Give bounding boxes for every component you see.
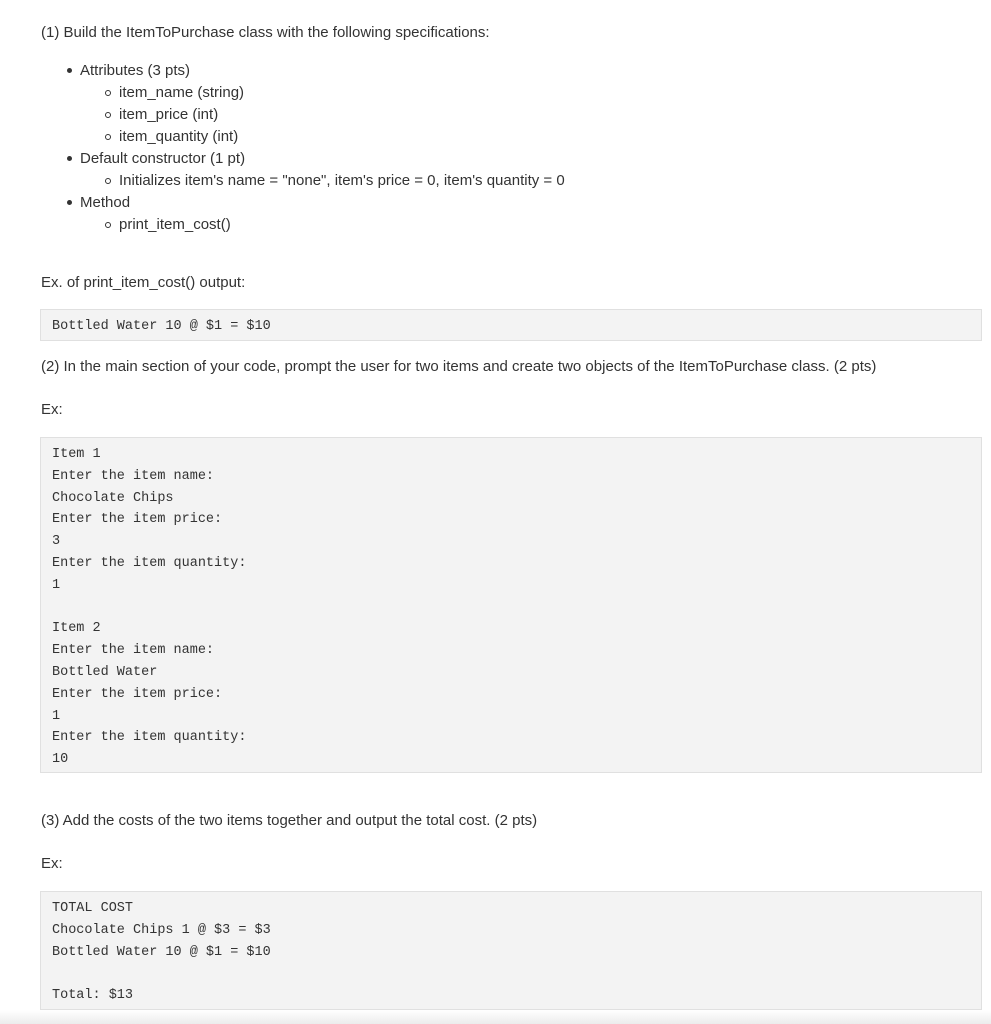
code-line: Bottled Water 10 @ $1 = $10 — [52, 944, 271, 960]
code-line: Total: $13 — [52, 988, 134, 1004]
code-line: TOTAL COST — [52, 901, 134, 916]
section3-example-label: Ex: — [41, 855, 63, 872]
code-line: Enter the item price: — [52, 512, 223, 528]
section2-heading: (2) In the main section of your code, prompt the user for two items and create two objects of the ItemToPurchase class. (2 pts) — [41, 358, 877, 375]
section2-example-label: Ex: — [41, 401, 63, 418]
code-line: Enter the item quantity: — [52, 555, 247, 571]
code-line: 1 — [52, 577, 61, 593]
code-line: 10 — [52, 752, 69, 768]
code-line: Chocolate Chips — [52, 490, 174, 506]
code-line: 1 — [52, 708, 61, 724]
code-line: Enter the item name: — [52, 643, 215, 659]
code-line-blank — [52, 597, 970, 619]
code-line: 3 — [52, 534, 61, 550]
spec-item-attributes: Attributes (3 pts) — [41, 60, 565, 82]
input-prompt-example — [40, 437, 982, 773]
spec-item-item-quantity: item_quantity (int) — [41, 126, 565, 148]
spec-item-default-constructor: Default constructor (1 pt) — [41, 148, 565, 170]
spec-item-constructor-init: Initializes item's name = "none", item's price = 0, item's quantity = 0 — [41, 170, 565, 192]
code-line-blank — [52, 963, 970, 985]
spec-item-print-item-cost: print_item_cost() — [41, 214, 565, 236]
code-line: Chocolate Chips 1 @ $3 = $3 — [52, 922, 271, 938]
spec-list — [41, 60, 565, 236]
section1-heading: (1) Build the ItemToPurchase class with the following specifications: — [41, 24, 490, 41]
code-line: Item 1 — [52, 447, 101, 462]
code-line: Enter the item price: — [52, 686, 223, 702]
code-line: Item 2 — [52, 621, 101, 637]
code-line: Bottled Water 10 @ $1 = $10 — [52, 319, 271, 334]
section3-heading: (3) Add the costs of the two items together and output the total cost. (2 pts) — [41, 812, 538, 829]
code-line: Enter the item name: — [52, 468, 215, 484]
print-item-cost-example — [40, 309, 982, 341]
spec-item-method: Method — [41, 192, 565, 214]
code-line: Bottled Water — [52, 664, 158, 680]
total-cost-example — [40, 891, 982, 1010]
spec-item-item-name: item_name (string) — [41, 82, 565, 104]
section1-example-label: Ex. of print_item_cost() output: — [41, 274, 246, 291]
spec-item-item-price: item_price (int) — [41, 104, 565, 126]
code-line: Enter the item quantity: — [52, 730, 247, 746]
bottom-fade — [0, 1010, 991, 1024]
